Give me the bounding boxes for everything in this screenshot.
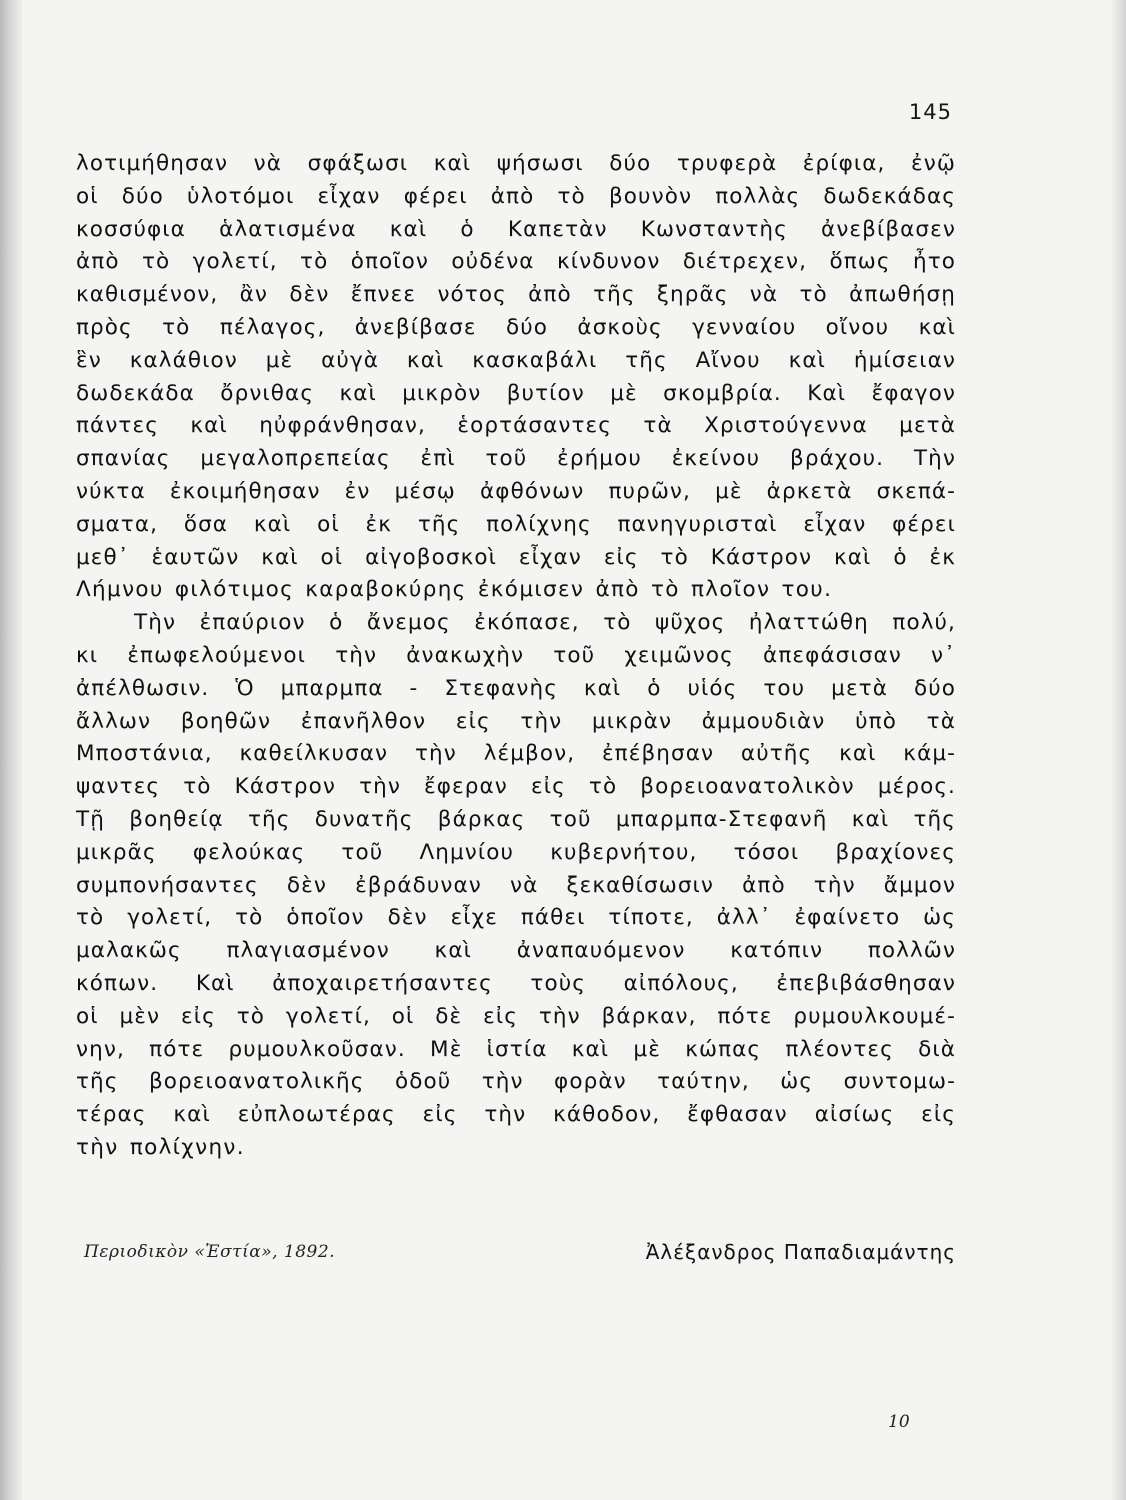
text-line: ἄλλων βοηθῶν ἐπανῆλθον εἰς τὴν μικρὰν ἀμμουδιὰν ὑπὸ τὰ [76,708,956,734]
text-line: οἱ δύο ὑλοτόμοι εἶχαν φέρει ἀπὸ τὸ βουνὸν πολλὰς δωδεκάδας [76,183,956,209]
author-name: Ἀλέξανδρος Παπαδιαμάντης [645,1240,956,1264]
printer-signature-number: 10 [888,1412,910,1432]
page-edge-shadow [1112,0,1126,1500]
text-line: πάντες καὶ ηὐφράνθησαν, ἑορτάσαντες τὰ Χριστούγεννα μετὰ [76,413,956,439]
text-line: ψαντες τὸ Κάστρον τὴν ἔφεραν εἰς τὸ βορειοανατολικὸν μέρος. [76,774,956,800]
text-line: μεθ᾿ ἑαυτῶν καὶ οἱ αἰγοβοσκοὶ εἶχαν εἰς τὸ Κάστρον καὶ ὁ ἐκ [76,544,956,570]
text-line: νύκτα ἐκοιμήθησαν ἐν μέσῳ ἀφθόνων πυρῶν, μὲ ἀρκετὰ σκεπά- [76,478,956,504]
text-line: τὴν πολίχνην. [76,1134,245,1160]
text-line: νην, πότε ρυμουλκοῦσαν. Μὲ ἱστία καὶ μὲ κώπας πλέοντες διὰ [76,1036,956,1062]
text-line: ἀπέλθωσιν. Ὁ μπαρμπα - Στεφανὴς καὶ ὁ υἱός του μετὰ δύο [76,675,956,701]
text-line: κόπων. Καὶ ἀποχαιρετήσαντες τοὺς αἰπόλους, ἐπεβιβάσθησαν [76,970,956,996]
source-citation: Περιοδικὸν «Ἑστία», 1892. [84,1242,336,1262]
text-line: ἀπὸ τὸ γολετί, τὸ ὁποῖον οὐδένα κίνδυνον διέτρεχεν, ὅπως ἦτο [76,249,956,275]
text-line: κι ἐπωφελούμενοι τὴν ἀνακωχὴν τοῦ χειμῶνος ἀπεφάσισαν ν᾿ [76,642,956,668]
text-line: Τῇ βοηθείᾳ τῆς δυνατῆς βάρκας τοῦ μπαρμπα-Στεφανῆ καὶ τῆς [76,806,956,832]
paragraph-1 [76,148,956,607]
text-line: λοτιμήθησαν νὰ σφάξωσι καὶ ψήσωσι δύο τρυφερὰ ἐρίφια, ἐνῷ [76,151,956,176]
text-line: μικρᾶς φελούκας τοῦ Λημνίου κυβερνήτου, τόσοι βραχίονες [76,839,956,865]
text-line: τὸ γολετί, τὸ ὁποῖον δὲν εἶχε πάθει τίποτε, ἀλλ᾿ ἐφαίνετο ὡς [76,905,956,931]
text-line: καθισμένον, ἂν δὲν ἔπνεε νότος ἀπὸ τῆς ξηρᾶς νὰ τὸ ἀπωθήσῃ [76,282,956,308]
text-line: οἱ μὲν εἰς τὸ γολετί, οἱ δὲ εἰς τὴν βάρκαν, πότε ρυμουλκουμέ- [76,1003,956,1029]
text-line: τῆς βορειοανατολικῆς ὁδοῦ τὴν φορὰν ταύτην, ὡς συντομω- [76,1069,956,1095]
paragraph-2 [76,607,956,1165]
body-text [76,148,956,1165]
text-line: Μποστάνια, καθείλκυσαν τὴν λέμβον, ἐπέβησαν αὐτῆς καὶ κάμ- [76,741,956,767]
attribution [84,1238,956,1274]
text-line: ἓν καλάθιον μὲ αὐγὰ καὶ κασκαβάλι τῆς Αἴνου καὶ ἡμίσειαν [76,347,956,373]
binding-shadow [0,0,22,1500]
text-line: μαλακῶς πλαγιασμένον καὶ ἀναπαυόμενον κατόπιν πολλῶν [76,938,956,964]
text-line: συμπονήσαντες δὲν ἐβράδυναν νὰ ξεκαθίσωσιν ἀπὸ τὴν ἄμμον [76,872,956,898]
text-line: τέρας καὶ εὐπλοωτέρας εἰς τὴν κάθοδον, ἔφθασαν αἰσίως εἰς [76,1102,956,1128]
text-line: δωδεκάδα ὄρνιθας καὶ μικρὸν βυτίον μὲ σκομβρία. Καὶ ἔφαγον [76,380,956,406]
text-line: σπανίας μεγαλοπρεπείας ἐπὶ τοῦ ἐρήμου ἐκείνου βράχου. Τὴν [76,446,956,472]
text-line: Λήμνου φιλότιμος καραβοκύρης ἐκόμισεν ἀπὸ τὸ πλοῖον του. [76,577,833,603]
text-line: σματα, ὅσα καὶ οἱ ἐκ τῆς πολίχνης πανηγυρισταὶ εἶχαν φέρει [76,511,956,537]
text-line: πρὸς τὸ πέλαγος, ἀνεβίβασε δύο ἀσκοὺς γενναίου οἴνου καὶ [76,314,956,340]
text-line: Τὴν ἐπαύριον ὁ ἄνεμος ἐκόπασε, τὸ ψῦχος ἠλαττώθη πολύ, [134,610,956,636]
page-number: 145 [908,100,952,124]
text-line: κοσσύφια ἁλατισμένα καὶ ὁ Καπετὰν Κωνσταντὴς ἀνεβίβασεν [76,216,956,242]
